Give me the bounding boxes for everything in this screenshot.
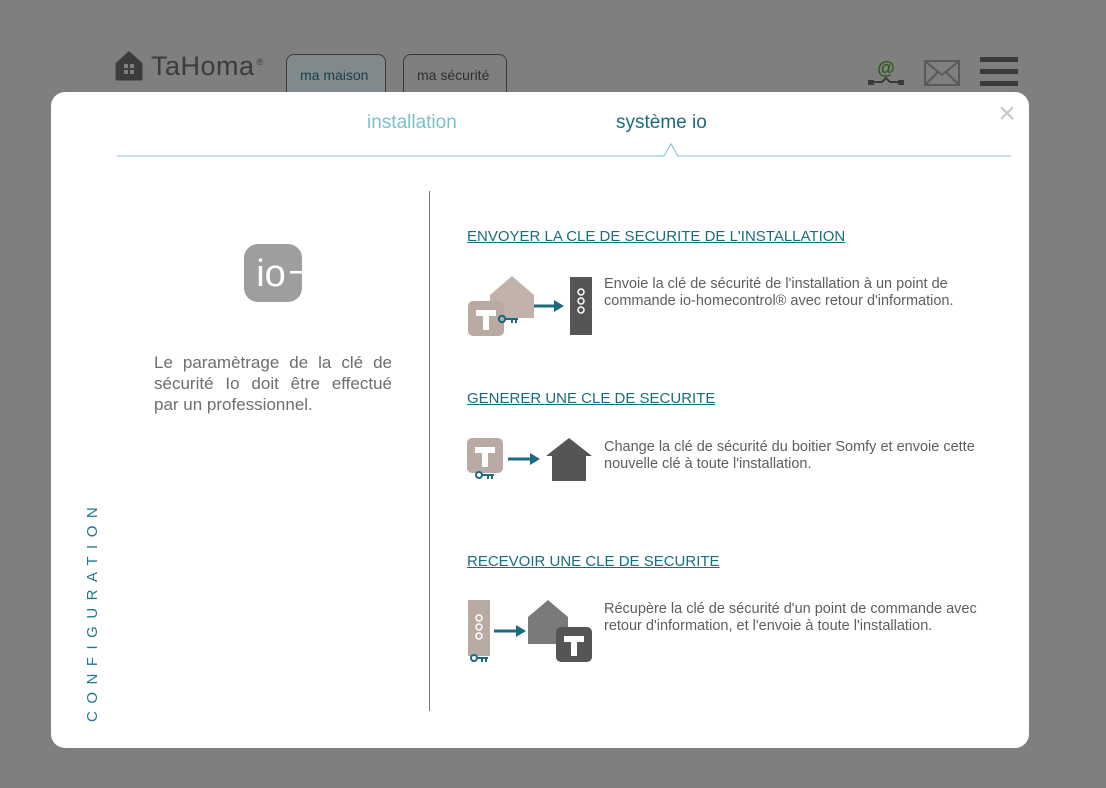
receive-key-description: Récupère la clé de sécurité d'un point de commande avec retour d'information, et l'envoie à toute l'installation.: [604, 601, 977, 634]
tab-systeme-io[interactable]: système io: [616, 112, 707, 133]
send-key-description: Envoie la clé de sécurité de l'installation à un point de commande io-homecontrol® avec retour d'information.: [604, 276, 954, 309]
tab-underline: [117, 142, 1011, 158]
close-button[interactable]: ×: [998, 97, 1016, 130]
house-logo-icon: [113, 50, 145, 82]
menu-icon[interactable]: [980, 57, 1018, 87]
generate-key-icon: [466, 436, 594, 486]
configuration-side-label: CONFIGURATION: [84, 499, 101, 722]
generate-key-description: Change la clé de sécurité du boitier Somfy et envoie cette nouvelle clé à toute l'installation.: [604, 439, 975, 472]
tab-label: ma maison: [300, 67, 369, 83]
top-bar: [0, 0, 1106, 95]
receive-key-link[interactable]: RECEVOIR UNE CLE DE SECURITE: [467, 553, 720, 570]
tab-label: ma sécurité: [417, 67, 490, 83]
tahoma-logo[interactable]: [113, 50, 264, 82]
tab-installation[interactable]: installation: [367, 112, 457, 133]
svg-text:io: io: [256, 253, 286, 295]
mail-icon[interactable]: [924, 60, 960, 86]
io-logo-icon: [244, 244, 302, 302]
send-key-link[interactable]: ENVOYER LA CLE DE SECURITE DE L'INSTALLATION: [467, 228, 846, 245]
generate-key-link[interactable]: GENERER UNE CLE DE SECURITE: [467, 390, 716, 407]
svg-text:@: @: [877, 58, 895, 78]
logo-text: TaHoma ®: [151, 50, 264, 81]
tab-ma-maison[interactable]: [286, 54, 386, 92]
internet-at-icon[interactable]: [868, 58, 904, 88]
receive-key-icon: [466, 598, 594, 666]
tab-ma-securite[interactable]: [403, 54, 507, 92]
send-key-icon: [466, 274, 594, 338]
column-divider: [429, 191, 430, 711]
professional-notice: Le paramètrage de la clé de sécurité Io doit être effectué par un professionnel.: [154, 353, 392, 414]
